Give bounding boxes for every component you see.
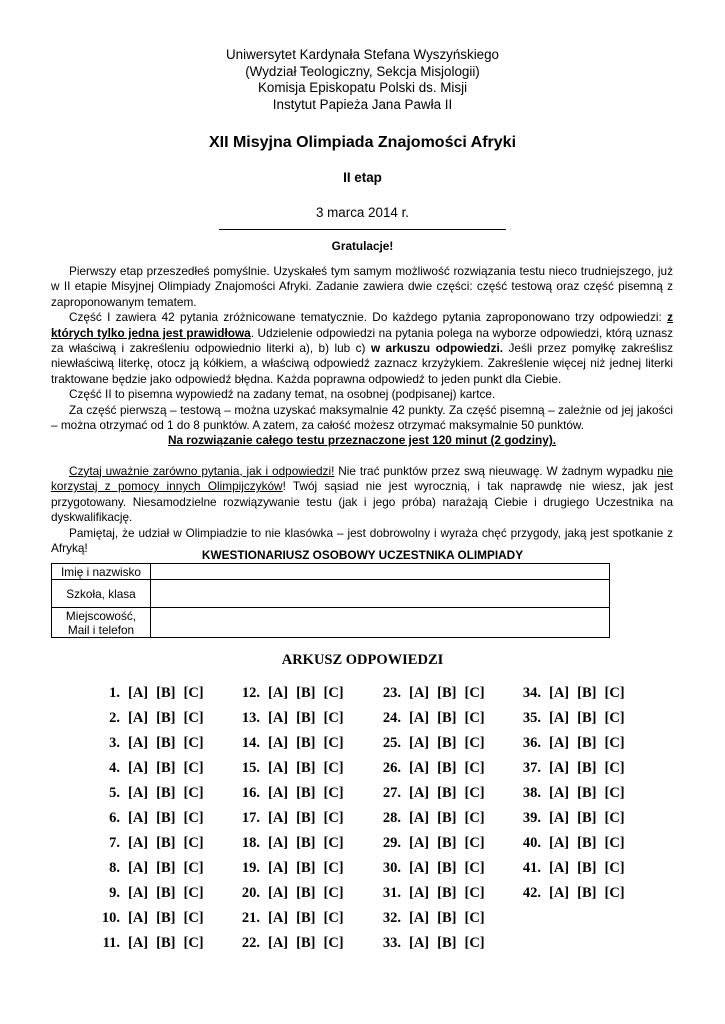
answer-option-b[interactable]: [B] xyxy=(296,885,316,901)
answer-row xyxy=(236,760,344,777)
answer-option-c[interactable]: [C] xyxy=(183,910,204,926)
answer-option-b[interactable]: [B] xyxy=(156,885,176,901)
question-number: 15. xyxy=(241,760,260,776)
answer-option-a[interactable]: [A] xyxy=(268,860,289,876)
answer-option-c[interactable]: [C] xyxy=(183,935,204,951)
intro-paragraph-3: Część II to pisemna wypowiedź na zadany temat, na osobnej (podpisanej) kartce. xyxy=(69,387,496,402)
answer-option-c[interactable]: [C] xyxy=(323,710,344,726)
answer-option-c[interactable]: [C] xyxy=(323,885,344,901)
answer-option-a[interactable]: [A] xyxy=(549,810,570,826)
answer-row xyxy=(236,735,344,752)
answer-option-a[interactable]: [A] xyxy=(409,860,430,876)
answer-row xyxy=(377,685,485,702)
answer-option-a[interactable]: [A] xyxy=(409,910,430,926)
question-number: 20. xyxy=(241,885,260,901)
answer-option-b[interactable]: [B] xyxy=(577,760,597,776)
answer-option-c[interactable]: [C] xyxy=(464,785,485,801)
answer-row xyxy=(236,810,344,827)
answer-option-b[interactable]: [B] xyxy=(156,785,176,801)
intro-paragraph-6 xyxy=(51,464,673,526)
answer-option-b[interactable]: [B] xyxy=(296,910,316,926)
header-line: Komisja Episkopatu Polski ds. Misji xyxy=(257,80,468,95)
page-title: XII Misyjna Olimpiada Znajomości Afryki xyxy=(208,134,517,151)
question-number: 34. xyxy=(522,685,541,701)
answer-option-a[interactable]: [A] xyxy=(268,735,289,751)
answer-option-a[interactable]: [A] xyxy=(128,735,149,751)
answer-option-c[interactable]: [C] xyxy=(323,785,344,801)
answer-option-a[interactable]: [A] xyxy=(549,710,570,726)
answer-option-a[interactable]: [A] xyxy=(409,710,430,726)
answer-option-a[interactable]: [A] xyxy=(128,710,149,726)
question-number: 2. xyxy=(109,710,120,726)
answer-row xyxy=(377,835,485,852)
answer-option-c[interactable]: [C] xyxy=(183,735,204,751)
answer-option-a[interactable]: [A] xyxy=(549,785,570,801)
answer-option-c[interactable]: [C] xyxy=(604,735,625,751)
answer-option-c[interactable]: [C] xyxy=(183,760,204,776)
answer-option-c[interactable]: [C] xyxy=(183,810,204,826)
answer-option-a[interactable]: [A] xyxy=(549,685,570,701)
answer-option-b[interactable]: [B] xyxy=(156,710,176,726)
question-number: 30. xyxy=(382,860,401,876)
answer-option-b[interactable]: [B] xyxy=(437,835,457,851)
answer-option-a[interactable]: [A] xyxy=(549,735,570,751)
question-number: 8. xyxy=(109,860,120,876)
answer-row xyxy=(96,910,204,927)
answer-option-b[interactable]: [B] xyxy=(437,710,457,726)
answer-option-a[interactable]: [A] xyxy=(268,685,289,701)
answer-option-c[interactable]: [C] xyxy=(464,710,485,726)
answer-row xyxy=(236,910,344,927)
contact-label-line: Mail i telefon xyxy=(67,622,135,637)
question-number: 24. xyxy=(382,710,401,726)
answer-option-c[interactable]: [C] xyxy=(323,685,344,701)
answer-option-b[interactable]: [B] xyxy=(577,885,597,901)
answer-option-a[interactable]: [A] xyxy=(268,785,289,801)
answer-option-a[interactable]: [A] xyxy=(128,785,149,801)
answer-option-c[interactable]: [C] xyxy=(464,760,485,776)
question-number: 29. xyxy=(382,835,401,851)
answer-row xyxy=(517,860,625,877)
answer-option-c[interactable]: [C] xyxy=(323,735,344,751)
answer-row xyxy=(236,685,344,702)
name-label: Imię i nazwisko xyxy=(52,564,151,580)
text-run: Nie trać punktów przez swą nieuwagę. W żadnym wypadku xyxy=(334,463,658,478)
intro-paragraph-1: Pierwszy etap przeszedłeś pomyślnie. Uzyskałeś tym samym możliwość rozwiązania testu nieco trudniejszego, już w II etapie Misyjnej Olimpiady Znajomości Afryki. Zadanie zawiera dwie części: część testową oraz część pisemną z zaproponowanym tematem. xyxy=(51,264,673,309)
answer-option-a[interactable]: [A] xyxy=(409,935,430,951)
institution-header xyxy=(0,47,725,113)
answer-option-c[interactable]: [C] xyxy=(183,785,204,801)
answer-option-a[interactable]: [A] xyxy=(128,860,149,876)
answer-option-b[interactable]: [B] xyxy=(437,685,457,701)
question-number: 23. xyxy=(382,685,401,701)
answer-row xyxy=(517,835,625,852)
answer-row xyxy=(96,710,204,727)
header-line: (Wydział Teologiczny, Sekcja Misjologii) xyxy=(245,63,480,79)
answer-option-b[interactable]: [B] xyxy=(296,810,316,826)
question-number: 5. xyxy=(109,785,120,801)
question-number: 9. xyxy=(109,885,120,901)
answer-option-a[interactable]: [A] xyxy=(128,885,149,901)
emphasis-text: w arkuszu odpowiedzi. xyxy=(370,341,504,356)
answer-option-c[interactable]: [C] xyxy=(183,710,204,726)
answer-option-a[interactable]: [A] xyxy=(268,885,289,901)
congrats-heading: Gratulacje! xyxy=(331,239,394,253)
intro-paragraph-2 xyxy=(51,310,673,387)
answer-row xyxy=(377,760,485,777)
answer-option-a[interactable]: [A] xyxy=(409,810,430,826)
answer-option-c[interactable]: [C] xyxy=(464,885,485,901)
answer-row xyxy=(517,685,625,702)
answer-option-b[interactable]: [B] xyxy=(296,685,316,701)
answer-option-b[interactable]: [B] xyxy=(437,810,457,826)
instructions xyxy=(51,264,673,556)
answer-option-c[interactable]: [C] xyxy=(604,885,625,901)
answer-row xyxy=(236,835,344,852)
question-number: 25. xyxy=(382,735,401,751)
answer-row xyxy=(377,910,485,927)
answer-option-a[interactable]: [A] xyxy=(549,885,570,901)
answer-sheet-title: ARKUSZ ODPOWIEDZI xyxy=(281,652,444,668)
answer-option-c[interactable]: [C] xyxy=(323,810,344,826)
answer-option-c[interactable]: [C] xyxy=(183,685,204,701)
answer-option-b[interactable]: [B] xyxy=(577,860,597,876)
question-number: 37. xyxy=(522,760,541,776)
answer-row xyxy=(236,935,344,952)
answer-option-b[interactable]: [B] xyxy=(156,860,176,876)
questionnaire-title: KWESTIONARIUSZ OSOBOWY UCZESTNIKA OLIMPIADY xyxy=(201,548,524,562)
answer-row xyxy=(236,710,344,727)
answer-option-c[interactable]: [C] xyxy=(604,835,625,851)
question-number: 11. xyxy=(102,935,120,951)
answer-row xyxy=(236,785,344,802)
answer-option-c[interactable]: [C] xyxy=(323,760,344,776)
answer-option-a[interactable]: [A] xyxy=(128,760,149,776)
answer-option-b[interactable]: [B] xyxy=(437,885,457,901)
answer-option-b[interactable]: [B] xyxy=(156,935,176,951)
answer-option-c[interactable]: [C] xyxy=(604,810,625,826)
answer-row xyxy=(96,860,204,877)
question-number: 17. xyxy=(241,810,260,826)
answer-row xyxy=(377,810,485,827)
answer-row xyxy=(236,885,344,902)
answer-row xyxy=(377,785,485,802)
text-run: Jeśli przez pomyłkę zakreślisz niewłaściwą literkę, otocz ją kółkiem, a właściwą odpowiedź zaznacz krzyżykiem. Zakreślenie więcej niż jednej literki traktowane będzie jako odpowiedź błędna. Każda poprawna odpowiedź to jeden punkt dla Ciebie. xyxy=(51,341,673,386)
question-number: 33. xyxy=(382,935,401,951)
answer-option-c[interactable]: [C] xyxy=(464,835,485,851)
answer-option-b[interactable]: [B] xyxy=(437,735,457,751)
text-run: ! Twój sąsiad nie jest wyrocznią, i tak naprawdę nie wiesz, jak jest przygotowany. Niesamodzielne rozwiązywanie testu (jak i jego próba) narażają Ciebie i drugiego Uczestnika na dyskwalifikację. xyxy=(51,479,674,525)
answer-option-b[interactable]: [B] xyxy=(577,710,597,726)
answer-option-b[interactable]: [B] xyxy=(296,735,316,751)
answer-row xyxy=(236,860,344,877)
answer-option-a[interactable]: [A] xyxy=(128,935,149,951)
answer-row xyxy=(96,685,204,702)
contact-label xyxy=(52,608,151,638)
answer-option-c[interactable]: [C] xyxy=(464,935,485,951)
question-number: 31. xyxy=(382,885,401,901)
answer-row xyxy=(377,885,485,902)
question-number: 28. xyxy=(382,810,401,826)
answer-row xyxy=(96,760,204,777)
answer-option-b[interactable]: [B] xyxy=(577,735,597,751)
answer-option-a[interactable]: [A] xyxy=(268,935,289,951)
question-number: 42. xyxy=(522,885,541,901)
answer-option-a[interactable]: [A] xyxy=(128,835,149,851)
divider xyxy=(219,229,506,230)
answer-option-c[interactable]: [C] xyxy=(323,910,344,926)
answer-option-b[interactable]: [B] xyxy=(296,935,316,951)
answer-row xyxy=(517,735,625,752)
answer-option-c[interactable]: [C] xyxy=(183,860,204,876)
question-number: 39. xyxy=(522,810,541,826)
question-number: 14. xyxy=(241,735,260,751)
answer-option-c[interactable]: [C] xyxy=(183,885,204,901)
answer-option-b[interactable]: [B] xyxy=(296,710,316,726)
question-number: 13. xyxy=(241,710,260,726)
question-number: 10. xyxy=(101,910,120,926)
answer-option-a[interactable]: [A] xyxy=(409,685,430,701)
answer-row xyxy=(517,810,625,827)
question-number: 40. xyxy=(522,835,541,851)
answer-option-b[interactable]: [B] xyxy=(156,810,176,826)
question-number: 1. xyxy=(109,685,120,701)
answer-row xyxy=(96,735,204,752)
answer-row xyxy=(96,810,204,827)
answer-option-c[interactable]: [C] xyxy=(323,860,344,876)
answer-option-a[interactable]: [A] xyxy=(409,835,430,851)
school-label: Szkoła, klasa xyxy=(52,580,151,608)
answer-row xyxy=(517,710,625,727)
table-row xyxy=(52,564,610,580)
time-limit-notice: Na rozwiązanie całego testu przeznaczone jest 120 minut (2 godziny). xyxy=(167,433,557,448)
table-row xyxy=(52,580,610,608)
answer-option-c[interactable]: [C] xyxy=(464,860,485,876)
answer-row xyxy=(377,710,485,727)
text-run: . Udzielenie odpowiedzi na pytania polega na wyborze odpowiedzi, którą uznasz za właściwą i zakreśleniu odpowiednio literki a), b) lub c) xyxy=(51,325,673,356)
question-number: 27. xyxy=(382,785,401,801)
answer-option-a[interactable]: [A] xyxy=(268,835,289,851)
answer-option-c[interactable]: [C] xyxy=(604,710,625,726)
answer-row xyxy=(377,735,485,752)
contact-label-line: Miejscowość, xyxy=(65,608,137,623)
answer-option-a[interactable]: [A] xyxy=(128,685,149,701)
answer-row xyxy=(377,860,485,877)
stage-label: II etap xyxy=(343,170,382,185)
answer-option-b[interactable]: [B] xyxy=(577,835,597,851)
answer-option-a[interactable]: [A] xyxy=(409,760,430,776)
answer-option-b[interactable]: [B] xyxy=(156,910,176,926)
answer-option-a[interactable]: [A] xyxy=(128,810,149,826)
answer-option-a[interactable]: [A] xyxy=(128,910,149,926)
question-number: 36. xyxy=(522,735,541,751)
answer-row xyxy=(96,785,204,802)
answer-option-a[interactable]: [A] xyxy=(409,735,430,751)
question-number: 3. xyxy=(109,735,120,751)
answer-row xyxy=(377,935,485,952)
answer-option-b[interactable]: [B] xyxy=(296,760,316,776)
answer-option-b[interactable]: [B] xyxy=(156,735,176,751)
answer-option-a[interactable]: [A] xyxy=(409,785,430,801)
emphasis-text: z których tylko jedna jest prawidłowa xyxy=(51,310,673,340)
answer-option-b[interactable]: [B] xyxy=(296,835,316,851)
answer-option-b[interactable]: [B] xyxy=(577,785,597,801)
answer-row xyxy=(517,785,625,802)
answer-row xyxy=(96,885,204,902)
question-number: 18. xyxy=(241,835,260,851)
answer-option-c[interactable]: [C] xyxy=(604,785,625,801)
answer-row xyxy=(517,885,625,902)
question-number: 16. xyxy=(241,785,260,801)
answer-option-c[interactable]: [C] xyxy=(464,910,485,926)
answer-option-c[interactable]: [C] xyxy=(183,835,204,851)
answer-option-a[interactable]: [A] xyxy=(549,860,570,876)
question-number: 21. xyxy=(241,910,260,926)
intro-paragraph-7: Pamiętaj, że udział w Olimpiadzie to nie klasówka – jest dobrowolny i wyraża chęć przygody, jaką jest spotkanie z Afryką! xyxy=(51,525,673,555)
answer-option-a[interactable]: [A] xyxy=(549,835,570,851)
answer-option-b[interactable]: [B] xyxy=(577,810,597,826)
answer-option-c[interactable]: [C] xyxy=(323,935,344,951)
text-run: Część I zawiera 42 pytania zróżnicowane tematycznie. Do każdego pytania zaproponowano trzy odpowiedzi: xyxy=(69,310,668,325)
answer-option-b[interactable]: [B] xyxy=(437,935,457,951)
question-number: 38. xyxy=(522,785,541,801)
question-number: 41. xyxy=(522,860,541,876)
question-number: 22. xyxy=(241,935,260,951)
answer-option-b[interactable]: [B] xyxy=(156,835,176,851)
emphasis-text: nie korzystaj z pomocy innych Olimpijczyków xyxy=(51,463,673,494)
answer-option-c[interactable]: [C] xyxy=(464,685,485,701)
answer-option-a[interactable]: [A] xyxy=(268,810,289,826)
emphasis-text: Czytaj uważnie zarówno pytania, jak i odpowiedzi! xyxy=(69,463,335,478)
answer-option-b[interactable]: [B] xyxy=(296,860,316,876)
header-line: Instytut Papieża Jana Pawła II xyxy=(272,96,453,112)
answer-option-b[interactable]: [B] xyxy=(437,785,457,801)
question-number: 32. xyxy=(382,910,401,926)
answer-option-b[interactable]: [B] xyxy=(296,785,316,801)
answer-option-b[interactable]: [B] xyxy=(437,860,457,876)
question-number: 7. xyxy=(109,835,120,851)
answer-option-b[interactable]: [B] xyxy=(577,685,597,701)
answer-option-a[interactable]: [A] xyxy=(268,910,289,926)
answer-option-c[interactable]: [C] xyxy=(323,835,344,851)
question-number: 19. xyxy=(241,860,260,876)
question-number: 4. xyxy=(109,760,120,776)
contact-field[interactable] xyxy=(151,608,610,638)
answer-option-c[interactable]: [C] xyxy=(604,685,625,701)
question-number: 6. xyxy=(109,810,120,826)
questionnaire-table xyxy=(51,563,610,638)
name-field[interactable] xyxy=(151,564,610,580)
answer-option-b[interactable]: [B] xyxy=(437,760,457,776)
answer-option-c[interactable]: [C] xyxy=(604,760,625,776)
header-line: Uniwersytet Kardynała Stefana Wyszyńskiego xyxy=(225,47,500,62)
answer-option-b[interactable]: [B] xyxy=(156,685,176,701)
school-field[interactable] xyxy=(151,580,610,608)
table-row xyxy=(52,608,610,638)
answer-option-c[interactable]: [C] xyxy=(464,735,485,751)
answer-option-c[interactable]: [C] xyxy=(604,860,625,876)
answer-option-a[interactable]: [A] xyxy=(549,760,570,776)
answer-option-a[interactable]: [A] xyxy=(409,885,430,901)
question-number: 12. xyxy=(241,685,260,701)
question-number: 26. xyxy=(382,760,401,776)
answer-option-a[interactable]: [A] xyxy=(268,760,289,776)
answer-option-a[interactable]: [A] xyxy=(268,710,289,726)
answer-option-b[interactable]: [B] xyxy=(156,760,176,776)
answer-option-c[interactable]: [C] xyxy=(464,810,485,826)
answer-row xyxy=(96,835,204,852)
answer-row xyxy=(517,760,625,777)
answer-option-b[interactable]: [B] xyxy=(437,910,457,926)
question-number: 35. xyxy=(522,710,541,726)
exam-date: 3 marca 2014 r. xyxy=(315,205,410,220)
answer-row xyxy=(96,935,204,952)
intro-paragraph-4: Za część pierwszą – testową – można uzyskać maksymalnie 42 punkty. Za część pisemną – zależnie od jej jakości – można otrzymać od 1 do 8 punktów. A zatem, za całość możesz otrzymać maksymalnie 50 punktów. xyxy=(51,402,673,433)
